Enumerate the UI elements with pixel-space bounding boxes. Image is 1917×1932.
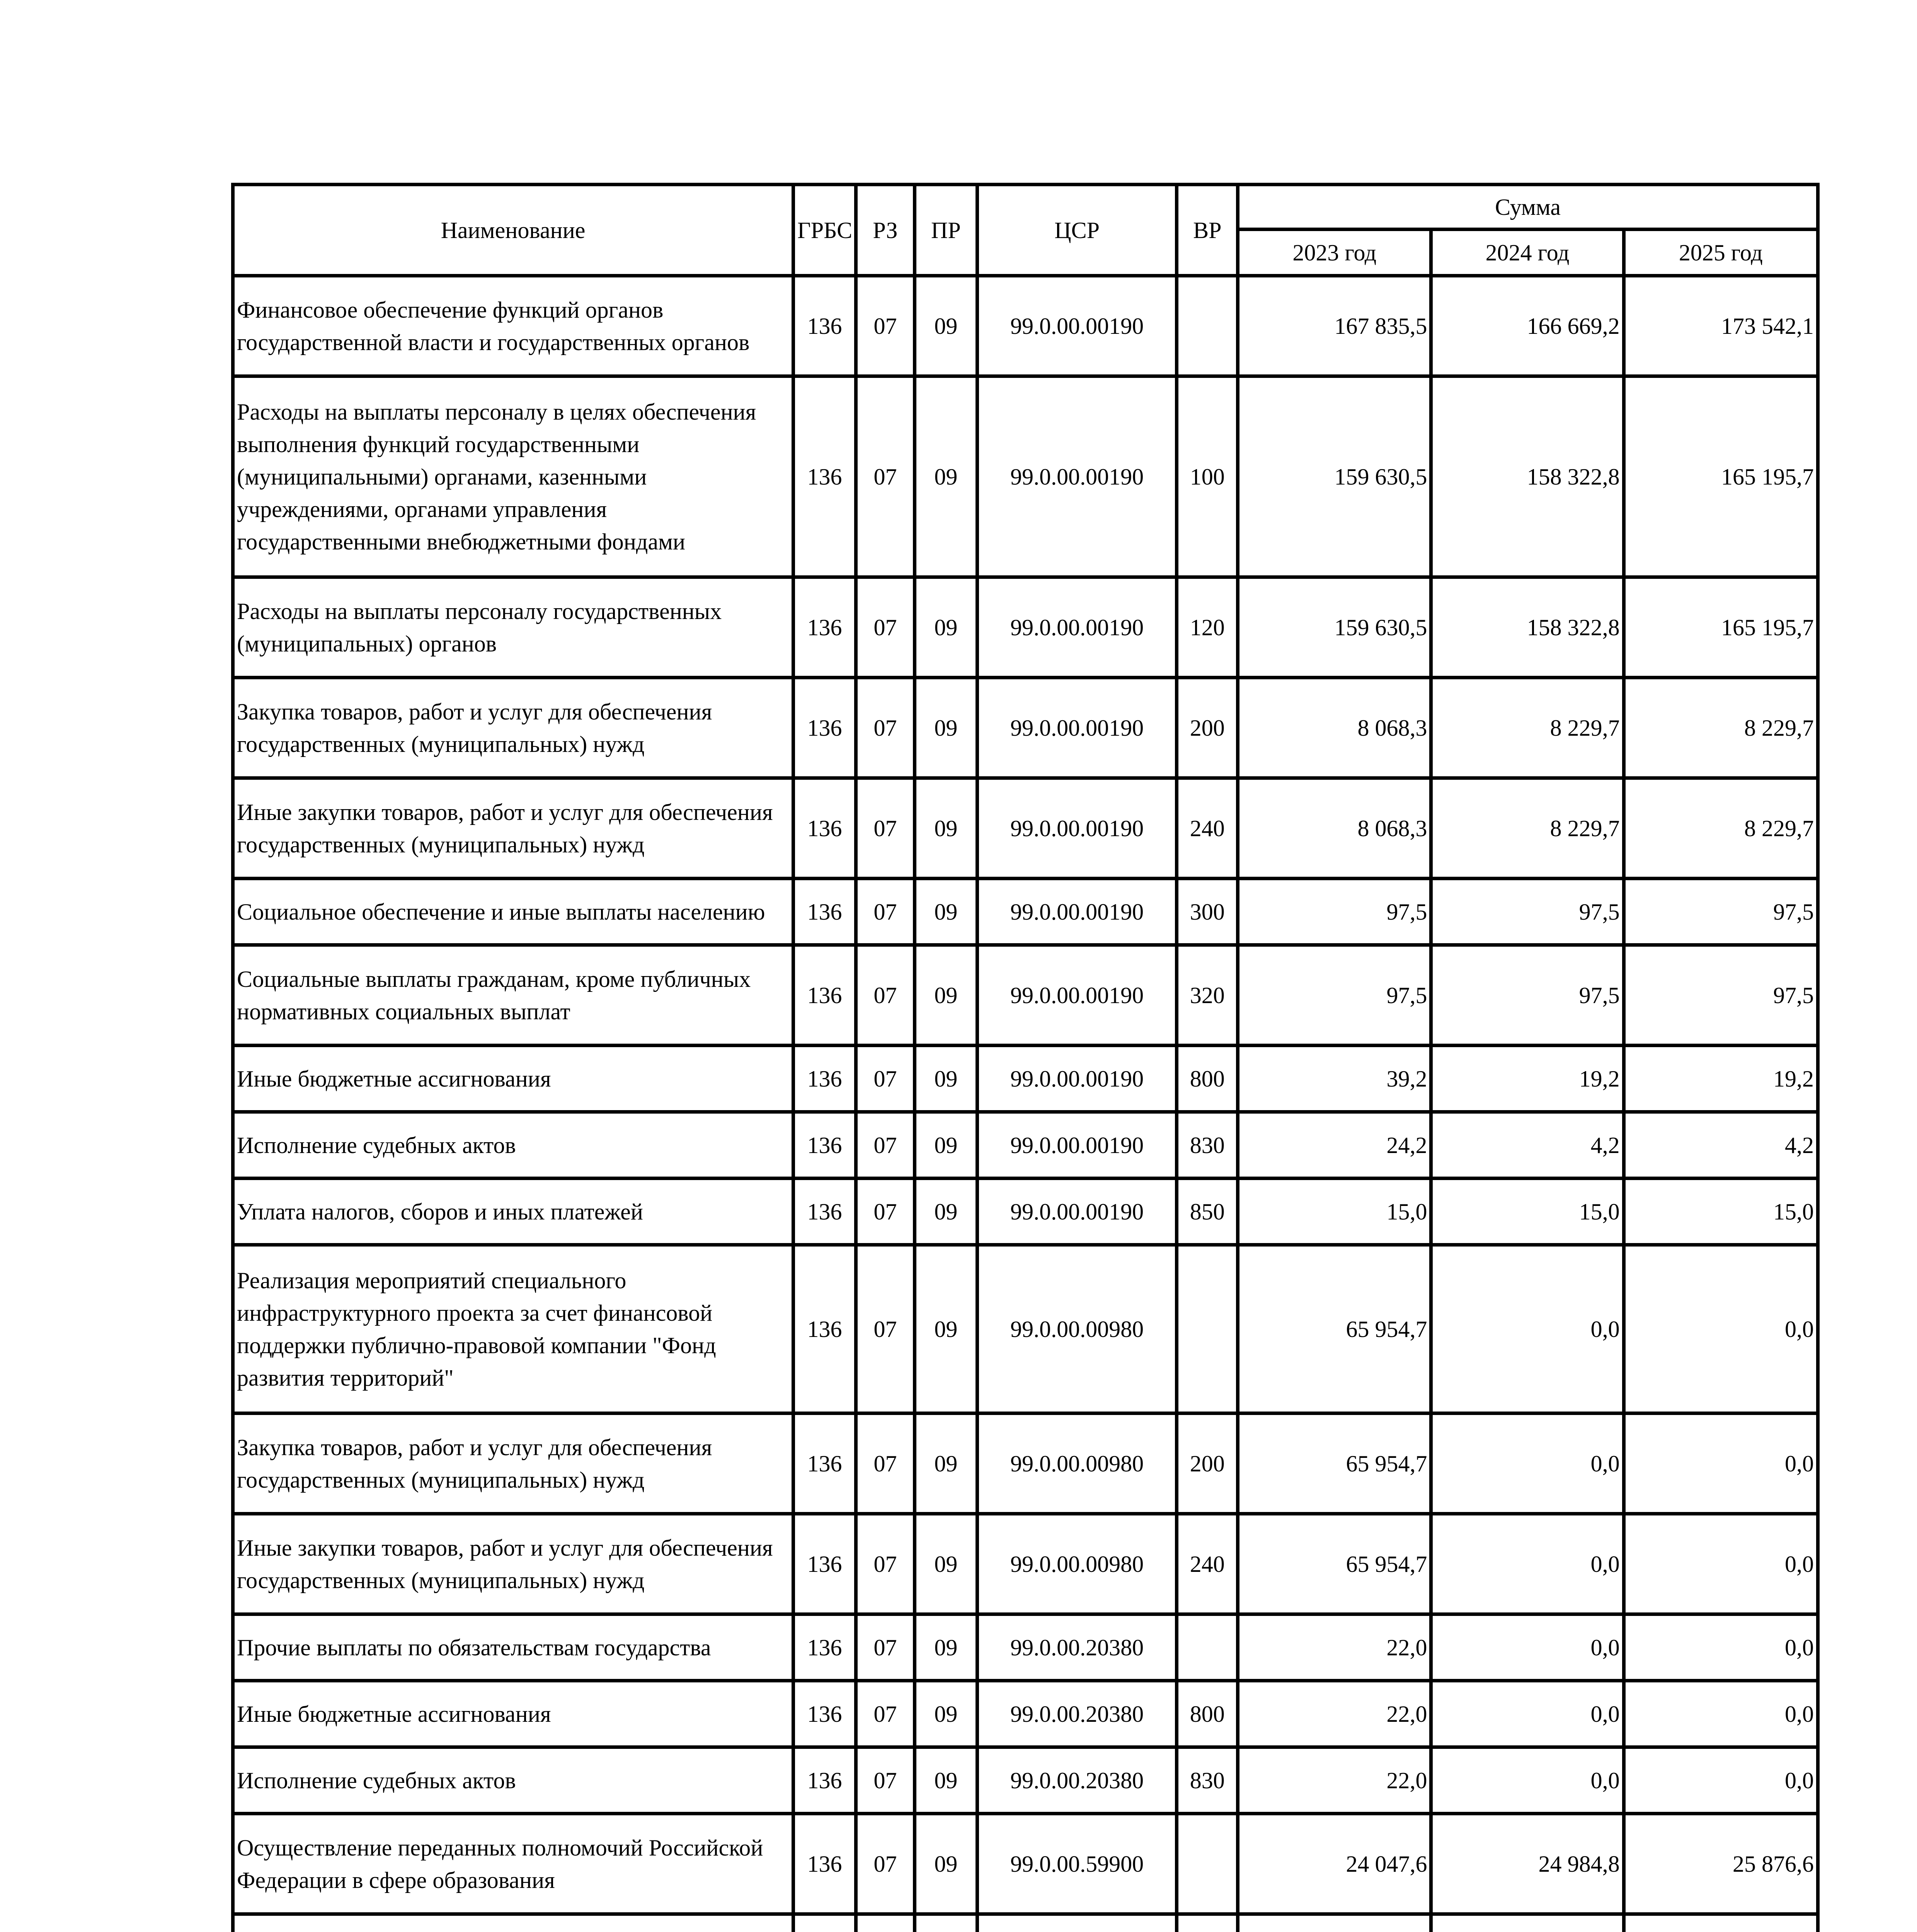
cell-y2024: 0,0 <box>1431 1514 1624 1614</box>
cell-y2025: 165 195,7 <box>1624 577 1818 678</box>
cell-grbs: 136 <box>793 1179 856 1245</box>
cell-csr: 99.0.00.20380 <box>977 1614 1176 1681</box>
cell-name: Иные бюджетные ассигнования <box>233 1681 793 1747</box>
cell-csr: 99.0.00.00190 <box>977 577 1176 678</box>
table-row <box>233 1514 1818 1614</box>
cell-y2024: 0,0 <box>1431 1614 1624 1681</box>
cell-name: Исполнение судебных актов <box>233 1112 793 1179</box>
cell-pr: 09 <box>914 778 977 879</box>
cell-csr: 99.0.00.00190 <box>977 1179 1176 1245</box>
cell-vr: 830 <box>1177 1112 1238 1179</box>
cell-pr: 09 <box>914 1814 977 1914</box>
cell-vr: 800 <box>1177 1681 1238 1747</box>
cell-pr: 09 <box>914 1413 977 1514</box>
cell-rz: 07 <box>856 778 915 879</box>
cell-y2025: 0,0 <box>1624 1413 1818 1514</box>
cell-grbs: 136 <box>793 1046 856 1112</box>
cell-y2023: 97,5 <box>1238 945 1431 1046</box>
cell-pr <box>914 1914 977 1932</box>
cell-y2024: 15,0 <box>1431 1179 1624 1245</box>
table-body <box>233 276 1818 1932</box>
cell-csr: 99.0.00.00190 <box>977 1112 1176 1179</box>
cell-y2024: 0,0 <box>1431 1245 1624 1413</box>
cell-y2025: 0,0 <box>1624 1681 1818 1747</box>
cell-pr: 09 <box>914 1514 977 1614</box>
table-row <box>233 879 1818 945</box>
cell-y2023: 22,0 <box>1238 1614 1431 1681</box>
cell-rz: 07 <box>856 1046 915 1112</box>
cell-csr: 99.0.00.59900 <box>977 1814 1176 1914</box>
cell-grbs: 136 <box>793 1413 856 1514</box>
cell-vr: 320 <box>1177 945 1238 1046</box>
cell-rz: 07 <box>856 1614 915 1681</box>
cell-grbs <box>793 1914 856 1932</box>
cell-y2025: 173 542,1 <box>1624 276 1818 376</box>
cell-rz: 07 <box>856 879 915 945</box>
cell-csr: 99.0.00.00190 <box>977 376 1176 577</box>
cell-y2024: 8 229,7 <box>1431 778 1624 879</box>
cell-pr: 09 <box>914 879 977 945</box>
cell-rz <box>856 1914 915 1932</box>
cell-y2025: 4,2 <box>1624 1112 1818 1179</box>
cell-y2025: 97,5 <box>1624 879 1818 945</box>
table-row <box>233 577 1818 678</box>
cell-rz: 07 <box>856 1814 915 1914</box>
cell-y2024: 0,0 <box>1431 1681 1624 1747</box>
cell-y2024: 97,5 <box>1431 879 1624 945</box>
cell-pr: 09 <box>914 276 977 376</box>
cell-csr <box>977 1914 1176 1932</box>
cell-name <box>233 1914 793 1932</box>
cell-y2023: 8 068,3 <box>1238 678 1431 778</box>
cell-pr: 09 <box>914 945 977 1046</box>
cell-y2023: 97,5 <box>1238 879 1431 945</box>
cell-y2024: 166 669,2 <box>1431 276 1624 376</box>
cell-csr: 99.0.00.00190 <box>977 276 1176 376</box>
cell-name: Уплата налогов, сборов и иных платежей <box>233 1179 793 1245</box>
cell-vr: 800 <box>1177 1046 1238 1112</box>
cell-vr: 830 <box>1177 1747 1238 1814</box>
cell-pr: 09 <box>914 1046 977 1112</box>
cell-rz: 07 <box>856 678 915 778</box>
cell-y2025: 25 876,6 <box>1624 1814 1818 1914</box>
cell-pr: 09 <box>914 1681 977 1747</box>
table-row <box>233 945 1818 1046</box>
cell-rz: 07 <box>856 577 915 678</box>
cell-rz: 07 <box>856 276 915 376</box>
cell-y2025: 0,0 <box>1624 1747 1818 1814</box>
cell-vr <box>1177 1814 1238 1914</box>
cell-vr <box>1177 1245 1238 1413</box>
cell-y2024: 0,0 <box>1431 1413 1624 1514</box>
cell-name: Закупка товаров, работ и услуг для обеспечения государственных (муниципальных) нужд <box>233 1413 793 1514</box>
cell-name: Реализация мероприятий специального инфраструктурного проекта за счет финансовой поддержки публично-правовой компании "Фонд развития территорий" <box>233 1245 793 1413</box>
cell-pr: 09 <box>914 577 977 678</box>
cell-y2024 <box>1431 1914 1624 1932</box>
cell-grbs: 136 <box>793 1514 856 1614</box>
header-name: Наименование <box>233 185 793 276</box>
table-row <box>233 376 1818 577</box>
cell-csr: 99.0.00.00980 <box>977 1245 1176 1413</box>
cell-grbs: 136 <box>793 1747 856 1814</box>
table-row <box>233 1179 1818 1245</box>
cell-grbs: 136 <box>793 1614 856 1681</box>
header-rz: РЗ <box>856 185 915 276</box>
cell-grbs: 136 <box>793 945 856 1046</box>
cell-y2025: 0,0 <box>1624 1514 1818 1614</box>
cell-name: Иные закупки товаров, работ и услуг для обеспечения государственных (муниципальных) нужд <box>233 778 793 879</box>
cell-pr: 09 <box>914 1245 977 1413</box>
cell-y2025: 15,0 <box>1624 1179 1818 1245</box>
cell-rz: 07 <box>856 376 915 577</box>
header-grbs: ГРБС <box>793 185 856 276</box>
header-sum: Сумма <box>1238 185 1818 230</box>
cell-y2025: 97,5 <box>1624 945 1818 1046</box>
cell-y2025: 165 195,7 <box>1624 376 1818 577</box>
cell-name: Иные закупки товаров, работ и услуг для обеспечения государственных (муниципальных) нужд <box>233 1514 793 1614</box>
cell-grbs: 136 <box>793 276 856 376</box>
cell-vr <box>1177 1914 1238 1932</box>
cell-y2024: 97,5 <box>1431 945 1624 1046</box>
cell-csr: 99.0.00.00190 <box>977 945 1176 1046</box>
cell-y2024: 24 984,8 <box>1431 1814 1624 1914</box>
cell-vr: 200 <box>1177 1413 1238 1514</box>
header-csr: ЦСР <box>977 185 1176 276</box>
cell-y2024: 158 322,8 <box>1431 577 1624 678</box>
cell-rz: 07 <box>856 945 915 1046</box>
table-row <box>233 1112 1818 1179</box>
cell-vr: 100 <box>1177 376 1238 577</box>
cell-name: Расходы на выплаты персоналу в целях обеспечения выполнения функций государственными (муниципальными) органами, казенными учреждениями, органами управления государственными внебюджетными фондами <box>233 376 793 577</box>
cell-csr: 99.0.00.20380 <box>977 1747 1176 1814</box>
cell-csr: 99.0.00.00980 <box>977 1413 1176 1514</box>
cell-y2024: 19,2 <box>1431 1046 1624 1112</box>
cell-vr: 240 <box>1177 778 1238 879</box>
table-row <box>233 1245 1818 1413</box>
table-row <box>233 778 1818 879</box>
table-row <box>233 1413 1818 1514</box>
cell-pr: 09 <box>914 1747 977 1814</box>
table-row <box>233 1747 1818 1814</box>
header-2023: 2023 год <box>1238 230 1431 276</box>
table-row <box>233 276 1818 376</box>
cell-y2023: 159 630,5 <box>1238 577 1431 678</box>
cell-y2025: 0,0 <box>1624 1614 1818 1681</box>
cell-grbs: 136 <box>793 678 856 778</box>
cell-grbs: 136 <box>793 1245 856 1413</box>
cell-y2024: 4,2 <box>1431 1112 1624 1179</box>
header-2025: 2025 год <box>1624 230 1818 276</box>
header-vr: ВР <box>1177 185 1238 276</box>
cell-rz: 07 <box>856 1747 915 1814</box>
cell-grbs: 136 <box>793 577 856 678</box>
cell-name: Прочие выплаты по обязательствам государства <box>233 1614 793 1681</box>
cell-vr: 850 <box>1177 1179 1238 1245</box>
cell-y2025: 8 229,7 <box>1624 678 1818 778</box>
cell-csr: 99.0.00.00980 <box>977 1514 1176 1614</box>
cell-grbs: 136 <box>793 778 856 879</box>
table-row <box>233 1681 1818 1747</box>
cell-y2023: 65 954,7 <box>1238 1245 1431 1413</box>
table-row <box>233 1914 1818 1932</box>
cell-csr: 99.0.00.00190 <box>977 778 1176 879</box>
header-pr: ПР <box>914 185 977 276</box>
cell-vr: 240 <box>1177 1514 1238 1614</box>
cell-grbs: 136 <box>793 879 856 945</box>
cell-name: Закупка товаров, работ и услуг для обеспечения государственных (муниципальных) нужд <box>233 678 793 778</box>
cell-pr: 09 <box>914 1112 977 1179</box>
cell-rz: 07 <box>856 1681 915 1747</box>
cell-name: Социальное обеспечение и иные выплаты населению <box>233 879 793 945</box>
cell-vr: 200 <box>1177 678 1238 778</box>
cell-rz: 07 <box>856 1413 915 1514</box>
cell-grbs: 136 <box>793 376 856 577</box>
cell-y2023: 24,2 <box>1238 1112 1431 1179</box>
header-2024: 2024 год <box>1431 230 1624 276</box>
cell-name: Иные бюджетные ассигнования <box>233 1046 793 1112</box>
cell-y2023: 39,2 <box>1238 1046 1431 1112</box>
cell-rz: 07 <box>856 1179 915 1245</box>
cell-y2024: 8 229,7 <box>1431 678 1624 778</box>
cell-name: Социальные выплаты гражданам, кроме публичных нормативных социальных выплат <box>233 945 793 1046</box>
table-row <box>233 1614 1818 1681</box>
cell-y2024: 158 322,8 <box>1431 376 1624 577</box>
cell-name: Исполнение судебных актов <box>233 1747 793 1814</box>
cell-grbs: 136 <box>793 1112 856 1179</box>
budget-table <box>231 183 1820 1932</box>
cell-y2025: 0,0 <box>1624 1245 1818 1413</box>
cell-csr: 99.0.00.00190 <box>977 879 1176 945</box>
cell-y2023: 167 835,5 <box>1238 276 1431 376</box>
cell-name: Финансовое обеспечение функций органов государственной власти и государственных органов <box>233 276 793 376</box>
cell-vr <box>1177 1614 1238 1681</box>
table-row <box>233 1046 1818 1112</box>
cell-pr: 09 <box>914 1179 977 1245</box>
cell-y2023: 8 068,3 <box>1238 778 1431 879</box>
cell-y2023: 65 954,7 <box>1238 1514 1431 1614</box>
cell-rz: 07 <box>856 1112 915 1179</box>
cell-vr: 120 <box>1177 577 1238 678</box>
cell-vr: 300 <box>1177 879 1238 945</box>
cell-grbs: 136 <box>793 1814 856 1914</box>
cell-vr <box>1177 276 1238 376</box>
cell-y2023: 24 047,6 <box>1238 1814 1431 1914</box>
cell-y2023: 159 630,5 <box>1238 376 1431 577</box>
cell-csr: 99.0.00.00190 <box>977 1046 1176 1112</box>
cell-y2023 <box>1238 1914 1431 1932</box>
cell-y2024: 0,0 <box>1431 1747 1624 1814</box>
cell-grbs: 136 <box>793 1681 856 1747</box>
cell-y2025 <box>1624 1914 1818 1932</box>
cell-y2025: 19,2 <box>1624 1046 1818 1112</box>
cell-csr: 99.0.00.00190 <box>977 678 1176 778</box>
cell-pr: 09 <box>914 1614 977 1681</box>
cell-y2023: 22,0 <box>1238 1747 1431 1814</box>
cell-csr: 99.0.00.20380 <box>977 1681 1176 1747</box>
cell-y2023: 15,0 <box>1238 1179 1431 1245</box>
cell-pr: 09 <box>914 678 977 778</box>
cell-rz: 07 <box>856 1245 915 1413</box>
cell-y2023: 65 954,7 <box>1238 1413 1431 1514</box>
cell-y2025: 8 229,7 <box>1624 778 1818 879</box>
cell-rz: 07 <box>856 1514 915 1614</box>
cell-y2023: 22,0 <box>1238 1681 1431 1747</box>
cell-pr: 09 <box>914 376 977 577</box>
cell-name: Расходы на выплаты персоналу государственных (муниципальных) органов <box>233 577 793 678</box>
table-row <box>233 1814 1818 1914</box>
table-row <box>233 678 1818 778</box>
cell-name: Осуществление переданных полномочий Российской Федерации в сфере образования <box>233 1814 793 1914</box>
